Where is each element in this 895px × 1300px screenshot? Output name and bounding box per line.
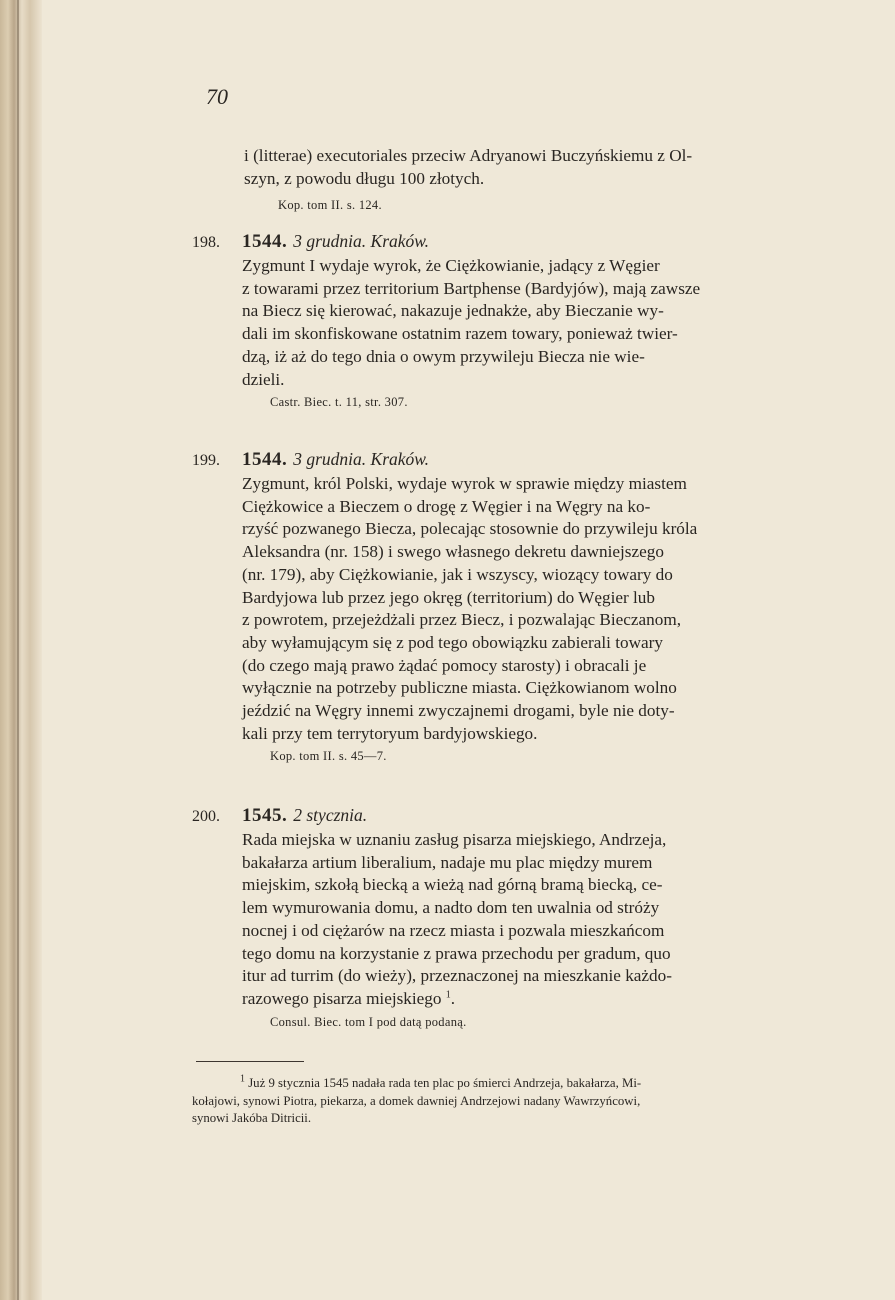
intro-source: Kop. tom II. s. 124. (278, 198, 382, 213)
footnote-line (192, 1075, 790, 1093)
entry-line: jeździć na Węgry innemi zwyczajnemi drogami, byle nie doty- (242, 701, 675, 721)
entry-line: bakałarza artium liberalium, nadaje mu plac między murem (242, 852, 653, 872)
entry-heading (192, 447, 844, 473)
footnote-line: synowi Jakóba Ditricii. (192, 1111, 312, 1125)
entry-source: Consul. Biec. tom I pod datą podaną. (270, 1014, 467, 1029)
entry-number: 199. (192, 452, 220, 469)
footnote-divider (196, 1061, 304, 1062)
entry-198 (192, 229, 844, 410)
entry-line: rzyść pozwanego Biecza, polecając stosownie do przywileju króla (242, 519, 698, 539)
footnote-line: kołajowi, synowi Piotra, piekarza, a domek dawniej Andrzejowi nadany Wawrzyńcowi, (192, 1093, 641, 1108)
footnote-reference: 1 (445, 989, 451, 1001)
entry-line: tego domu na korzystanie z prawa przechodu per gradum, quo (242, 943, 671, 963)
intro-line: szyn, z powodu długu 100 złotych. (244, 168, 485, 188)
entry-source: Castr. Biec. t. 11, str. 307. (270, 395, 408, 410)
entry-line: dzą, iż aż do tego dnia o owym przywileju Biecza nie wie- (242, 346, 645, 366)
spine-fold-line (17, 0, 19, 1300)
entry-line: na Biecz się kierować, nakazuje jednakże, aby Bieczanie wy- (242, 301, 664, 321)
entry-line-text: razowego pisarza miejskiego (242, 988, 442, 1008)
entry-line: lem wymurowania domu, a nadto dom ten uwalnia od stróży (242, 898, 660, 918)
entry-heading (192, 229, 844, 255)
entry-number: 198. (192, 234, 220, 251)
page (42, 0, 895, 1300)
entry-number: 200. (192, 808, 220, 825)
entry-date: 2 stycznia. (293, 805, 368, 825)
entry-line: nocnej i od ciężarów na rzecz miasta i pozwala mieszkańcom (242, 920, 665, 940)
intro-block (244, 145, 834, 217)
entry-line: Aleksandra (nr. 158) i swego własnego dekretu dawniejszego (242, 542, 664, 562)
entry-line: wyłącznie na potrzeby publiczne miasta. Ciężkowianom wolno (242, 678, 677, 698)
page-number: 70 (206, 84, 228, 109)
entry-body (242, 829, 844, 1011)
entry-line: z towarami przez territorium Bartphense (Bardyjów), mają zawsze (242, 278, 701, 298)
entry-body (242, 255, 844, 391)
entry-line: Ciężkowice a Bieczem o drogę z Węgier i na Węgry na ko- (242, 496, 651, 516)
intro-line: i (litterae) executoriales przeciw Adryanowi Buczyńskiemu z Ol- (244, 146, 693, 165)
entry-line: Zygmunt, król Polski, wydaje wyrok w sprawie między miastem (242, 474, 687, 493)
entry-199 (192, 447, 844, 764)
entry-heading (192, 803, 844, 829)
entry-line: z powrotem, przejeżdżali przez Biecz, i pozwalając Bieczanom, (242, 610, 682, 630)
entry-year: 1545. (242, 805, 288, 826)
entry-line: dzieli. (242, 369, 285, 389)
entry-line: Rada miejska w uznaniu zasług pisarza miejskiego, Andrzeja, (242, 830, 667, 849)
entry-200 (192, 803, 844, 1030)
book-spine (0, 0, 42, 1300)
footnote-mark: 1 (240, 1073, 245, 1085)
entry-body (242, 473, 844, 745)
entry-line: kali przy tem terrytoryum bardyjowskiego. (242, 723, 538, 743)
entry-line: miejskim, szkołą biecką a wieżą nad górną bramą biecką, ce- (242, 875, 663, 895)
entry-year: 1544. (242, 449, 288, 470)
entry-line: Bardyjowa lub przez jego okręg (territorium) do Węgier lub (242, 587, 655, 607)
entry-line: (nr. 179), aby Ciężkowianie, jak i wszyscy, wiozący towary do (242, 564, 673, 584)
entry-line: itur ad turrim (do wieży), przeznaczonej na mieszkanie każdo- (242, 966, 672, 986)
entry-source: Kop. tom II. s. 45—7. (270, 749, 387, 764)
entry-line: aby wyłamującym się z pod tego obowiązku zabierali towary (242, 632, 663, 652)
entry-line: Zygmunt I wydaje wyrok, że Ciężkowianie, jadący z Węgier (242, 256, 660, 275)
entry-line: dali im skonfiskowane ostatnim razem towary, ponieważ twier- (242, 324, 678, 344)
footnote-text: Już 9 stycznia 1545 nadała rada ten plac po śmierci Andrzeja, bakałarza, Mi- (248, 1076, 642, 1090)
entry-line: razowego pisarza miejskiego $^1$. (242, 988, 456, 1008)
footnote (192, 1075, 790, 1128)
entry-line: (do czego mają prawo żądać pomocy starosty) i obracali je (242, 655, 647, 675)
entry-date: 3 grudnia. Kraków. (293, 449, 430, 469)
entry-year: 1544. (242, 231, 288, 252)
entry-date: 3 grudnia. Kraków. (293, 231, 430, 251)
